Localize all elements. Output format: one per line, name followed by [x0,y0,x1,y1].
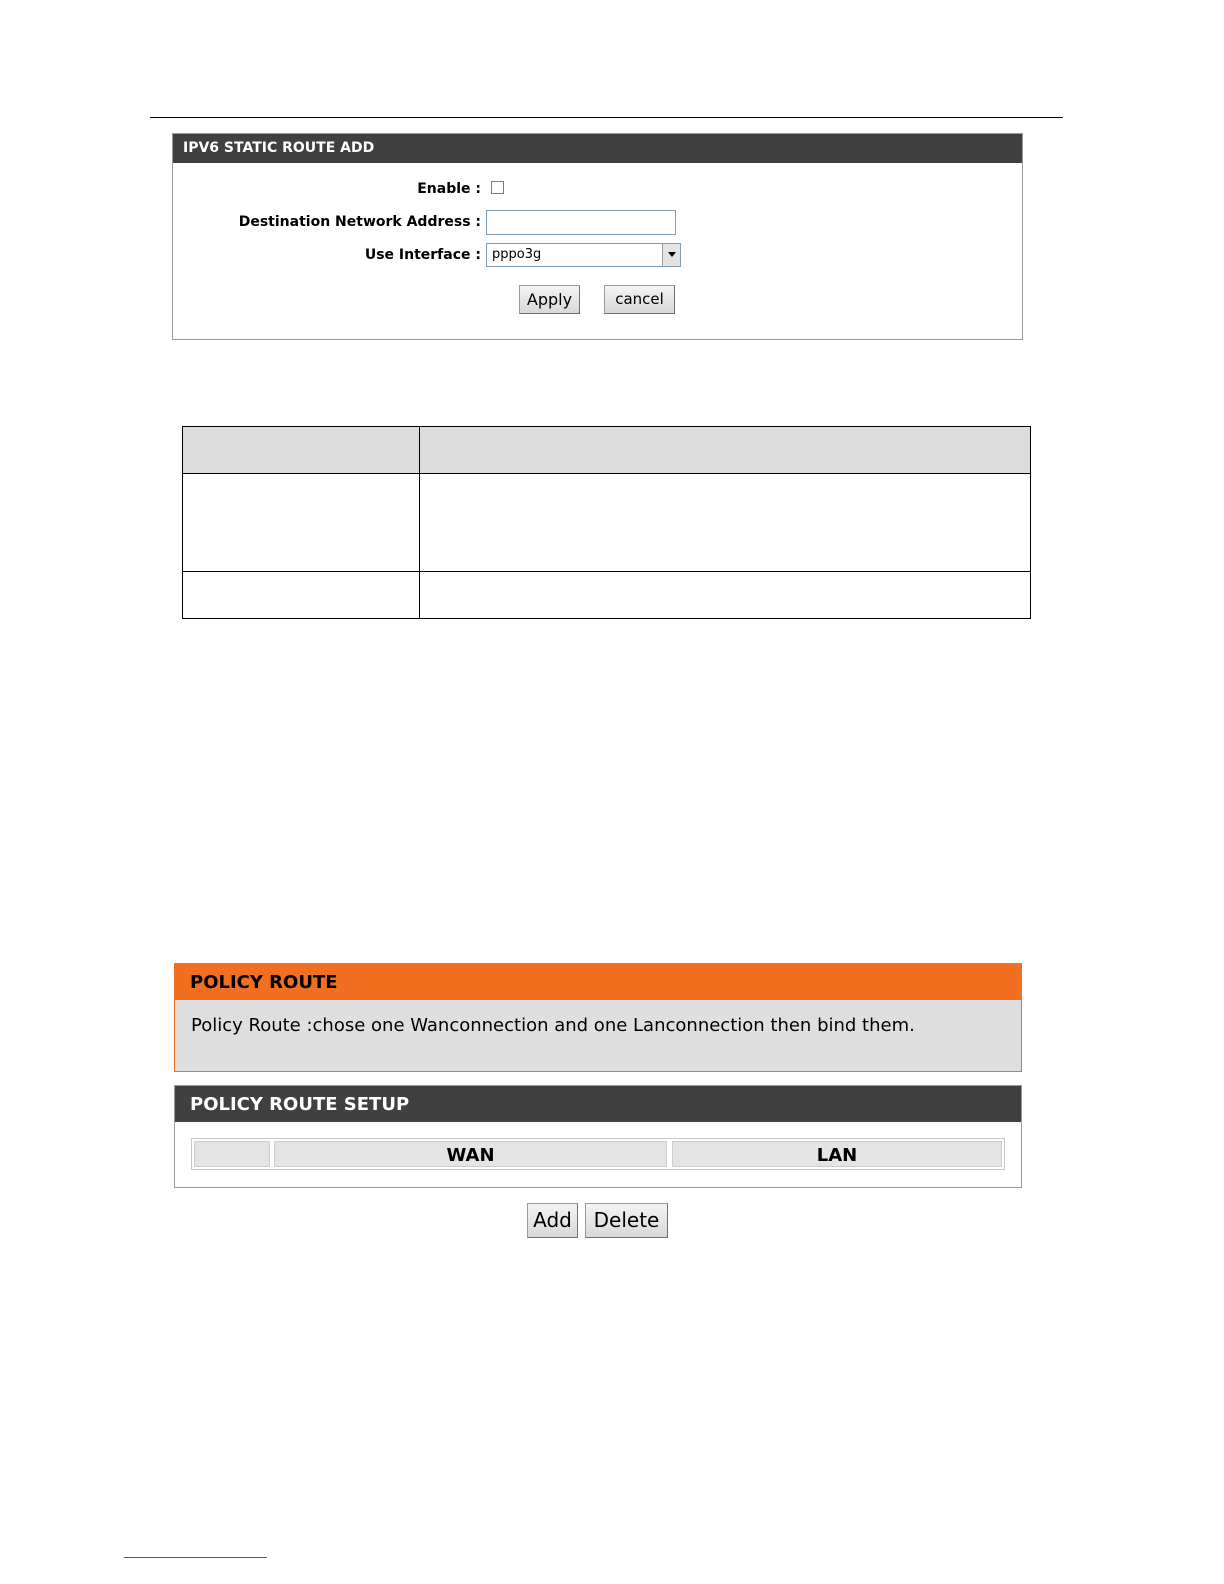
enable-checkbox[interactable] [491,181,504,194]
destination-network-address-input[interactable] [486,210,676,235]
ipv6-static-route-add-panel [172,133,1023,340]
add-button[interactable]: Add [527,1203,578,1238]
dropdown-arrow-icon[interactable] [662,244,680,266]
use-interface-select[interactable] [486,243,681,267]
table-header-wan: WAN [274,1141,667,1167]
policy-route-panel [174,963,1022,1072]
cancel-button[interactable]: cancel [604,285,675,314]
parameter-description-table [182,426,1031,619]
enable-label: Enable : [417,181,481,197]
use-interface-label: Use Interface : [364,247,481,263]
destination-network-address-label: Destination Network Address : [238,214,481,230]
table-row-divider [183,571,1030,572]
policy-route-description: Policy Route :chose one Wanconnection and one Lanconnection then bind them. [191,1015,915,1036]
policy-route-title: POLICY ROUTE [175,964,1021,1000]
use-interface-selected-value: pppo3g [492,247,542,262]
policy-route-setup-panel [174,1085,1022,1188]
table-column-divider [419,427,420,618]
footer-link-underline [124,1557,267,1558]
ipv6-panel-title: IPV6 STATIC ROUTE ADD [173,134,1022,163]
table-header-lan: LAN [672,1141,1002,1167]
delete-button[interactable]: Delete [585,1203,668,1238]
policy-route-setup-title: POLICY ROUTE SETUP [175,1086,1021,1122]
policy-route-table [191,1138,1005,1170]
table-header-select [194,1141,270,1167]
table-header-row [183,427,1030,474]
page-header-rule [150,117,1063,118]
apply-button[interactable]: Apply [519,285,580,314]
